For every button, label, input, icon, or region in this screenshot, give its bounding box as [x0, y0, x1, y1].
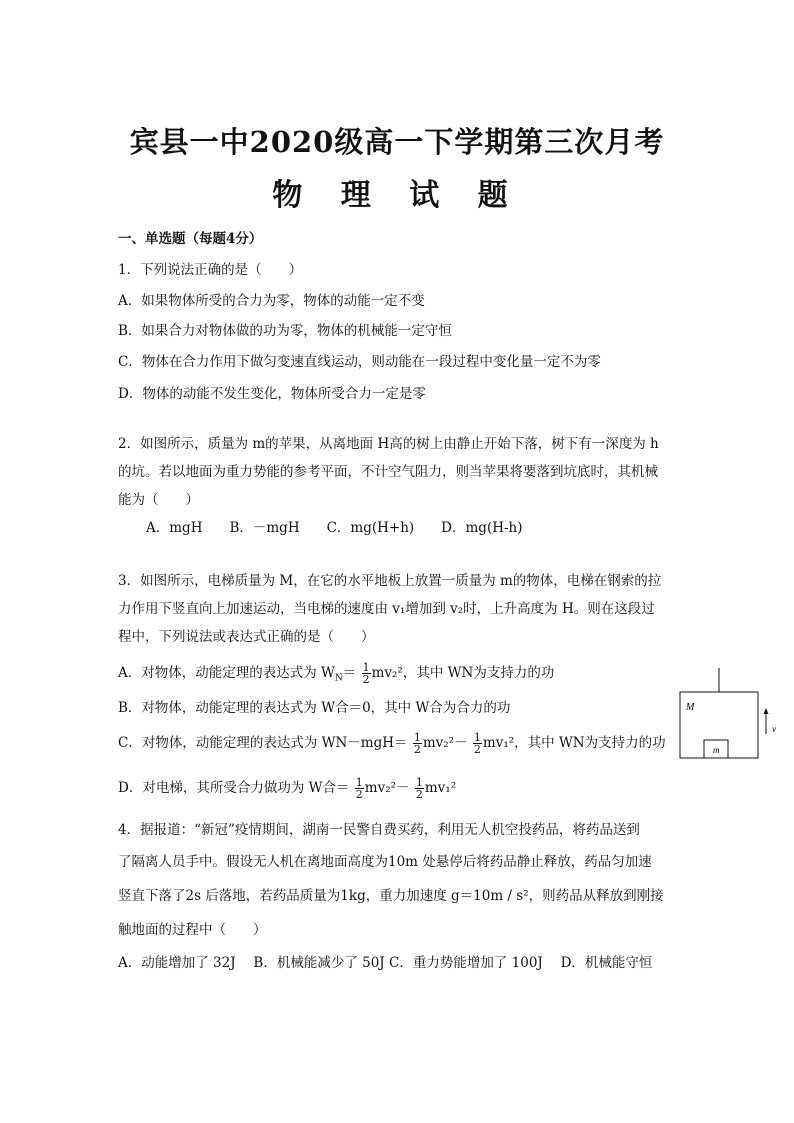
- q1-option-a: A．如果物体所受的合力为零，物体的动能一定不变: [118, 293, 425, 309]
- q3-line2: 力作用下竖直向上加速运动，当电梯的速度由 v₁增加到 v₂时，上升高度为 H。则在这段过: [118, 601, 655, 617]
- elevator-mass-label: M: [686, 702, 695, 713]
- q4-line2: 了隔离人员手中。假设无人机在离地面高度为10m 处悬停后将药品静止释放，药品匀加速: [118, 854, 652, 870]
- q4-options: A．动能增加了 32J B．机械能减少了 50J C．重力势能增加了 100J D．机械能守恒: [118, 955, 653, 971]
- q4-line4: 触地面的过程中（ ）: [118, 922, 267, 938]
- q3-line1: 3．如图所示，电梯质量为 M，在它的水平地板上放置一质量为 m的物体，电梯在钢索的拉: [118, 573, 662, 589]
- q2-line2: 的坑。若以地面为重力势能的参考平面，不计空气阻力，则当苹果将要落到坑底时，其机械: [118, 464, 658, 480]
- elevator-diagram: [676, 668, 786, 768]
- q3-line3: 程中，下列说法或表达式正确的是（ ）: [118, 629, 375, 645]
- exam-subtitle: 物 理 试 题: [272, 178, 522, 213]
- block-mass-label: m: [713, 745, 720, 755]
- q4-line3: 竖直下落了2s 后落地，若药品质量为1kg，重力加速度 g＝10m / s²，则药品从释放到刚接: [118, 888, 664, 904]
- velocity-label: v: [772, 724, 776, 734]
- q4-line1: 4．据报道：“新冠”疫情期间，湖南一民警自费买药，利用无人机空投药品，将药品送到: [118, 822, 640, 838]
- q3-option-c: C．对物体，动能定理的表达式为 WN－mgH＝ $\frac{1}{2}$ mv₂²－ $\frac{1}{2}$ mv₁²，其中 WN为支持力的功: [118, 731, 666, 756]
- q1-option-d: D．物体的动能不发生变化，物体所受合力一定是零: [118, 386, 426, 402]
- q2-options: A．mgH B．－mgH C．mg(H+h) D．mg(H-h): [146, 520, 523, 536]
- q3-option-b: B．对物体，动能定理的表达式为 W合＝0，其中 W合为合力的功: [118, 700, 511, 716]
- fraction: $\frac{1}{2}$: [473, 731, 481, 756]
- arrow-head-icon: [764, 708, 769, 714]
- q2-line1: 2．如图所示，质量为 m的苹果，从离地面 H高的树上由静止开始下落，树下有一深度为 h: [118, 436, 659, 452]
- exam-title: 宾县一中2020级高一下学期第三次月考: [129, 125, 665, 159]
- fraction: $\frac{1}{2}$: [362, 661, 370, 686]
- q3-option-a: A．对物体，动能定理的表达式为 $W_N=$ $\frac{1}{2}$ mv₂²，其中 WN为支持力的功: [118, 661, 555, 686]
- q1-stem: 1．下列说法正确的是（ ）: [118, 262, 303, 278]
- q3-option-d: D．对电梯，其所受合力做功为 W合＝ $\frac{1}{2}$ mv₂²－ $\frac{1}{2}$ mv₁²: [118, 776, 457, 801]
- q2-line3: 能为（ ）: [118, 492, 199, 508]
- q1-option-c: C．物体在合力作用下做匀变速直线运动，则动能在一段过程中变化量一定不为零: [118, 354, 601, 370]
- fraction: $\frac{1}{2}$: [355, 776, 363, 801]
- section-heading: 一、单选题（每题4分）: [118, 231, 263, 247]
- fraction: $\frac{1}{2}$: [413, 731, 421, 756]
- q1-option-b: B．如果合力对物体做的功为零，物体的机械能一定守恒: [118, 323, 452, 339]
- fraction: $\frac{1}{2}$: [415, 776, 423, 801]
